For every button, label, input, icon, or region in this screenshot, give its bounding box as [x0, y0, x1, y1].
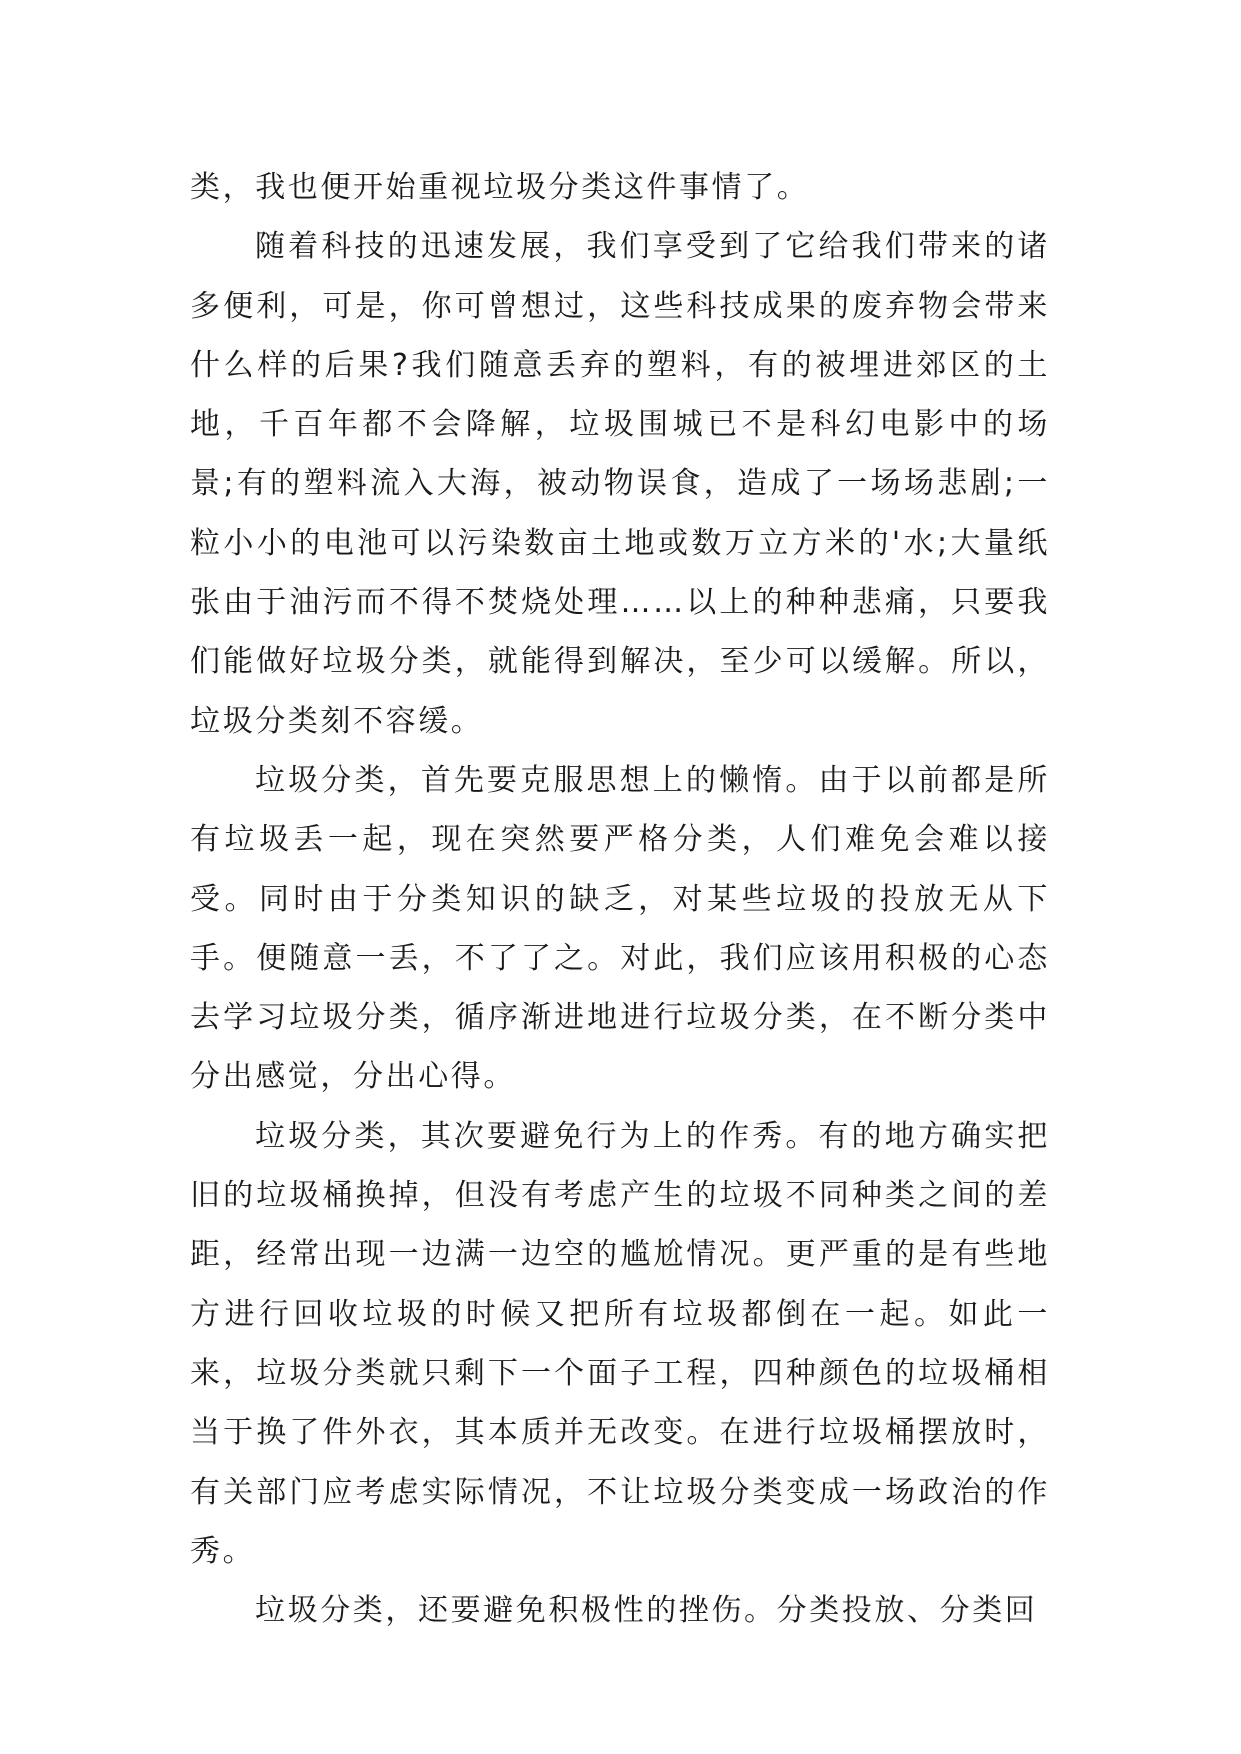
paragraph-avoid-showmanship: 垃圾分类，其次要避免行为上的作秀。有的地方确实把旧的垃圾桶换掉，但没有考虑产生的垃圾不同种类之间的差距，经常出现一边满一边空的尴尬情况。更严重的是有些地方进行回收垃圾的时候又把所有垃圾都倒在一起。如此一来，垃圾分类就只剩下一个面子工程，四种颜色的垃圾桶相当于换了件外衣，其本质并无改变。在进行垃圾桶摆放时，有关部门应考虑实际情况，不让垃圾分类变成一场政治的作秀。	[190, 1118, 1050, 1569]
paragraph-avoid-discouragement: 垃圾分类，还要避免积极性的挫伤。分类投放、分类回	[255, 1593, 1038, 1629]
paragraph-technology-waste: 随着科技的迅速发展，我们享受到了它给我们带来的诸多便利，可是，你可曾想过，这些科技成果的废弃物会带来什么样的后果?我们随意丢弃的塑料，有的被埋进郊区的土地，千百年都不会降解，垃圾围城已不是科幻电影中的场景;有的塑料流入大海，被动物误食，造成了一场场悲剧;一粒小小的电池可以污染数亩土地或数万立方米的'水;大量纸张由于油污而不得不焚烧处理……以上的种种悲痛，只要我们能做好垃圾分类，就能得到解决，至少可以缓解。所以，垃圾分类刻不容缓。	[190, 229, 1050, 739]
paragraph-overcome-laziness: 垃圾分类，首先要克服思想上的懒惰。由于以前都是所有垃圾丢一起，现在突然要严格分类，人们难免会难以接受。同时由于分类知识的缺乏，对某些垃圾的投放无从下手。便随意一丢，不了了之。对此，我们应该用积极的心态去学习垃圾分类，循序渐进地进行垃圾分类，在不断分类中分出感觉，分出心得。	[190, 762, 1050, 1095]
paragraph-continuation: 类，我也便开始重视垃圾分类这件事情了。	[190, 170, 810, 205]
document-page	[190, 158, 1050, 1640]
